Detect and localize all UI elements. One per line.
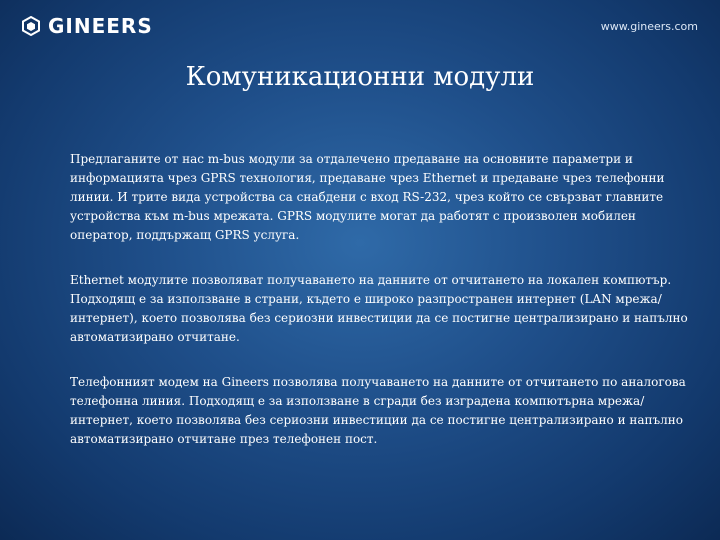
paragraph-ethernet: Ethernet модулите позволяват получаването на данните от отчитането на локален компютър. Подходящ е за използване в страни, където е широко разпространен интернет (LAN мрежа/интернет), което позволява без сериозни инвестиции да се постигне централизирано и напълно автоматизирано отчитане. — [70, 273, 688, 344]
paragraph-gprs: Предлаганите от нас m-bus модули за отдалечено предаване на основните параметри и информацията чрез GPRS технология, предаване чрез Ethernet и предаване чрез телефонни линии. И трите вида устройства са снабдени с вход RS-232, чрез който се свързват главните устройства към m-bus мрежата. GPRS модулите могат да работят с произволен мобилен оператор, поддържащ GPRS услуга. — [70, 152, 665, 242]
site-url: www.gineers.com — [600, 20, 698, 33]
slide-content — [70, 150, 696, 475]
slide-title: Комуникационни модули — [185, 62, 535, 92]
gineers-logo-icon — [22, 16, 40, 36]
paragraph-phone-modem: Телефонният модем на Gineers позволява получаването на данните от отчитането по аналогова телефонна линия. Подходящ е за използване в сгради без изградена компютърна мрежа/интернет, което позволява без сериозни инвестиции да се постигне централизирано и напълно автоматизирано отчитане през телефонен пост. — [70, 375, 686, 446]
gineers-logo — [22, 14, 153, 38]
logo-text: GINEERS — [48, 14, 153, 38]
